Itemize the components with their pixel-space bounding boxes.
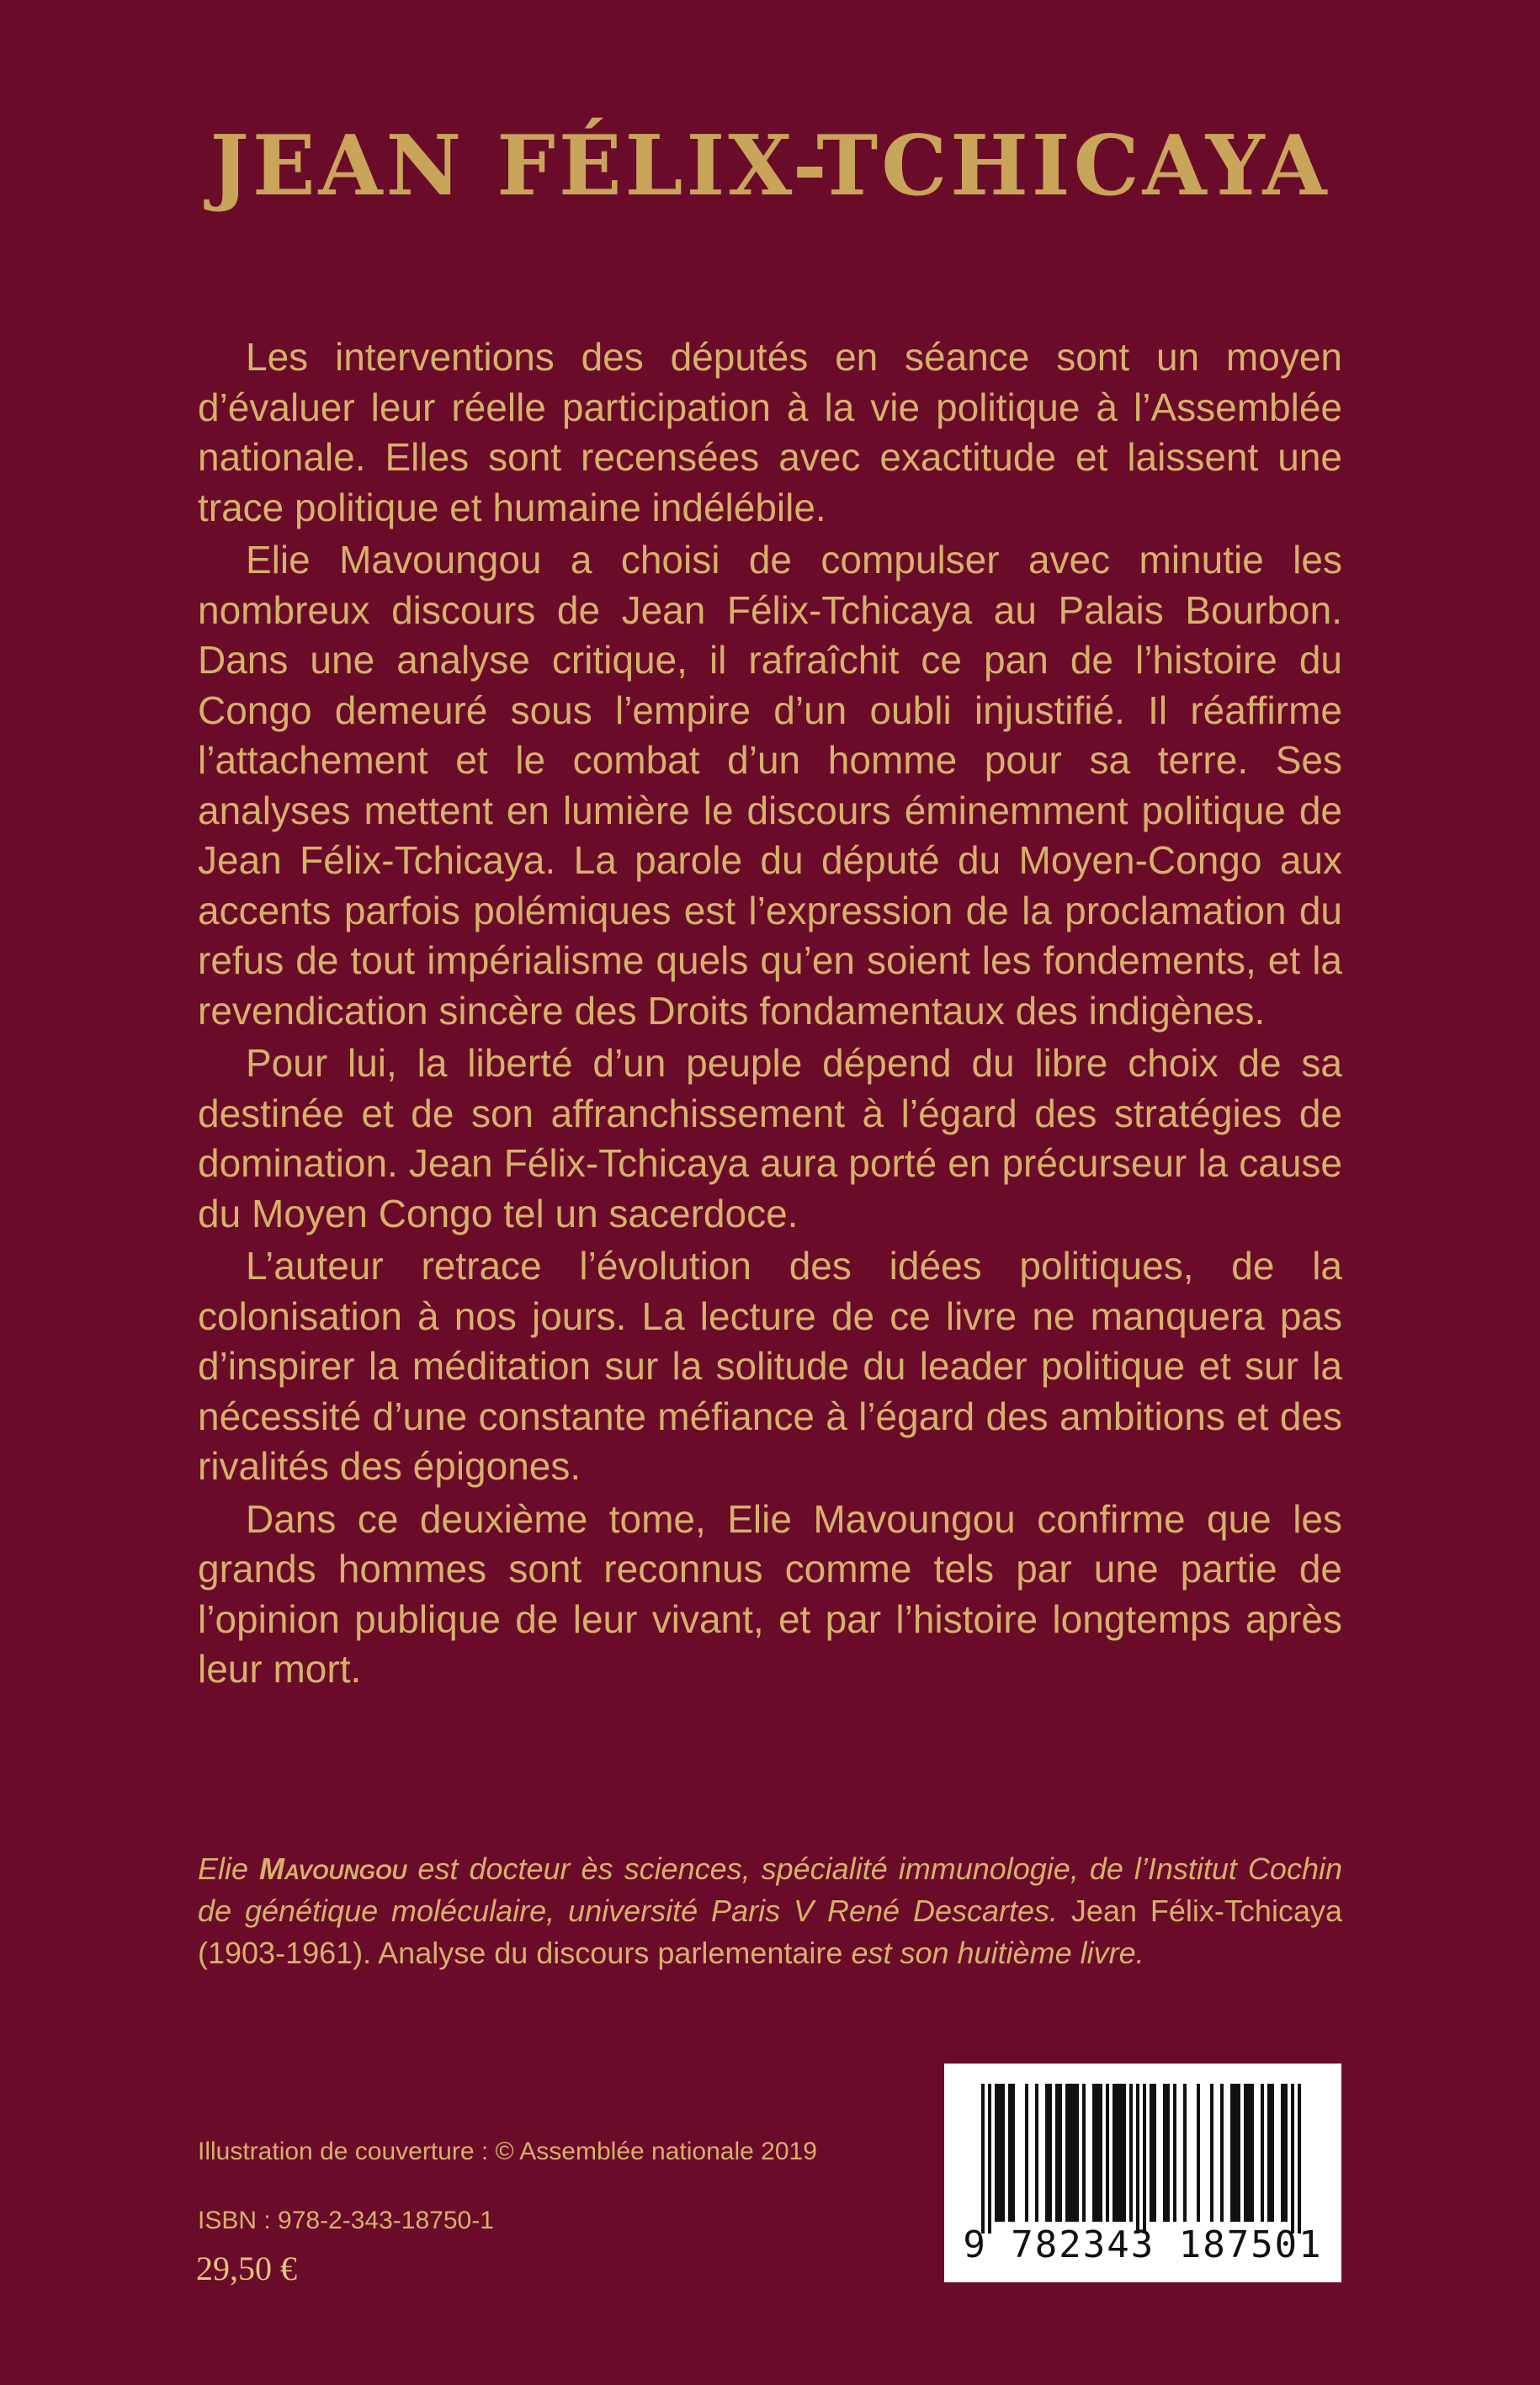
barcode-bar (1150, 2084, 1153, 2222)
barcode-bar (1220, 2084, 1224, 2222)
synopsis-paragraph: Dans ce deuxième tome, Elie Mavoungou confirme que les grands hommes sont reconnus comme tels par une partie de l’opinion publique de leur vivant, et par l’histoire longtemps après leur mort. (198, 1496, 1342, 1691)
barcode-bar (1045, 2084, 1049, 2222)
barcode-bar (1271, 2084, 1274, 2222)
synopsis (198, 332, 1342, 1697)
barcode-bar (1210, 2084, 1213, 2222)
barcode-bar (988, 2084, 991, 2234)
author-bio-text (198, 1848, 1342, 1974)
barcode-bar (1244, 2084, 1247, 2222)
barcode-bar (1298, 2084, 1301, 2234)
barcode-bar (1284, 2084, 1288, 2222)
barcode-bar (1055, 2084, 1059, 2222)
barcode-bar (1234, 2084, 1237, 2222)
cover-illustration-credit: Illustration de couverture : © Assemblée nationale 2019 (198, 2138, 817, 2165)
barcode-bar (1153, 2084, 1156, 2222)
barcode-bar (1113, 2084, 1116, 2222)
barcode-bar (1163, 2084, 1166, 2222)
price: 29,50 € (196, 2250, 297, 2287)
barcode-bar (1261, 2084, 1264, 2222)
barcode-bar (1092, 2084, 1096, 2222)
barcode-bar (1183, 2084, 1187, 2222)
barcode-bar (1025, 2084, 1028, 2222)
barcode-bar (1035, 2084, 1038, 2222)
barcode-bar (981, 2084, 985, 2234)
barcode-bar (1059, 2084, 1062, 2222)
barcode-bar (1237, 2084, 1240, 2222)
author-bio (198, 1848, 1342, 1974)
barcode-bar (1267, 2084, 1271, 2222)
barcode-bar (1143, 2084, 1146, 2234)
barcode-bar (1082, 2084, 1086, 2222)
barcode-bar (1119, 2084, 1123, 2222)
barcode-bar (1247, 2084, 1251, 2222)
author-first-name: Elie (198, 1851, 249, 1886)
barcode-bar (1012, 2084, 1015, 2222)
author-description: est docteur ès sciences, spécialité immunologie, de l’Institut Cochin de génétique moléculaire, université Paris V René Descartes. (198, 1851, 1342, 1928)
book-title: JEAN FÉLIX-TCHICAYA (210, 118, 1330, 215)
barcode-bar (1291, 2084, 1294, 2234)
barcode-bar (1049, 2084, 1052, 2222)
barcode (944, 2064, 1341, 2282)
barcode-bar (1001, 2084, 1005, 2222)
isbn: ISBN : 978-2-343-18750-1 (198, 2207, 494, 2234)
synopsis-paragraph: L’auteur retrace l’évolution des idées politiques, de la colonisation à nos jours. La lecture de ce livre ne manquera pas d’inspirer la méditation sur la solitude du leader politique et sur la nécessité d’une constante méfiance à l’égard des ambitions et des rivalités des épigones. (198, 1244, 1342, 1488)
author-last-name: Mavoungou (259, 1851, 407, 1886)
barcode-bar (1251, 2084, 1254, 2222)
barcode-bar (1123, 2084, 1126, 2222)
synopsis-paragraph: Pour lui, la liberté d’un peuple dépend du libre choix de sa destinée et de son affranchissement à l’égard des stratégies de domination. Jean Félix-Tchicaya aura porté en précurseur la cause du Moyen Congo tel un sacerdoce. (198, 1041, 1342, 1235)
barcode-bar (1166, 2084, 1170, 2222)
barcode-bar (1281, 2084, 1284, 2222)
barcode-bar (1197, 2084, 1200, 2222)
barcode-bar (1069, 2084, 1072, 2222)
barcode-bar (1230, 2084, 1234, 2222)
synopsis-paragraph: Les interventions des députés en séance sont un moyen d’évaluer leur réelle participation à la vie politique à l’Assemblée nationale. Elles sont recensées avec exactitude et laissent une trace politique et humaine indélébile. (198, 335, 1342, 529)
barcode-bar (1129, 2084, 1133, 2222)
barcode-bar (995, 2084, 998, 2222)
barcode-bar (1096, 2084, 1099, 2222)
barcode-bar (1065, 2084, 1069, 2222)
barcode-bar (1075, 2084, 1079, 2222)
barcode-bar (1072, 2084, 1075, 2222)
author-bio-ending: est son huitième livre. (842, 1936, 1144, 1970)
barcode-bar (1136, 2084, 1139, 2234)
barcode-bar (1116, 2084, 1119, 2222)
barcode-bar (1106, 2084, 1109, 2222)
barcode-digits: 9 782343 187501 (963, 2223, 1323, 2266)
barcode-bar (1099, 2084, 1102, 2222)
synopsis-paragraph: Elie Mavoungou a choisi de compulser avec minutie les nombreux discours de Jean Félix-Tchicaya au Palais Bourbon. Dans une analyse critique, il rafraîchit ce pan de l’histoire du Congo demeuré sous l’empire d’un oubli injustifié. Il réaffirme l’attachement et le combat d’un homme pour sa terre. Ses analyses mettent en lumière le discours éminemment politique de Jean Félix-Tchicaya. La parole du député du Moyen-Congo aux accents parfois polémiques est l’expression de la proclamation du refus de tout impérialisme quels qu’en soient les fondements, et la revendication sincère des Droits fondamentaux des indigènes. (198, 538, 1342, 1033)
barcode-bar (1008, 2084, 1012, 2222)
barcode-bar (998, 2084, 1001, 2222)
barcode-bar (1173, 2084, 1176, 2222)
previous-book-title: Jean Félix-Tchicaya (1903-1961). Analyse du discours parlementaire (198, 1894, 1342, 1970)
